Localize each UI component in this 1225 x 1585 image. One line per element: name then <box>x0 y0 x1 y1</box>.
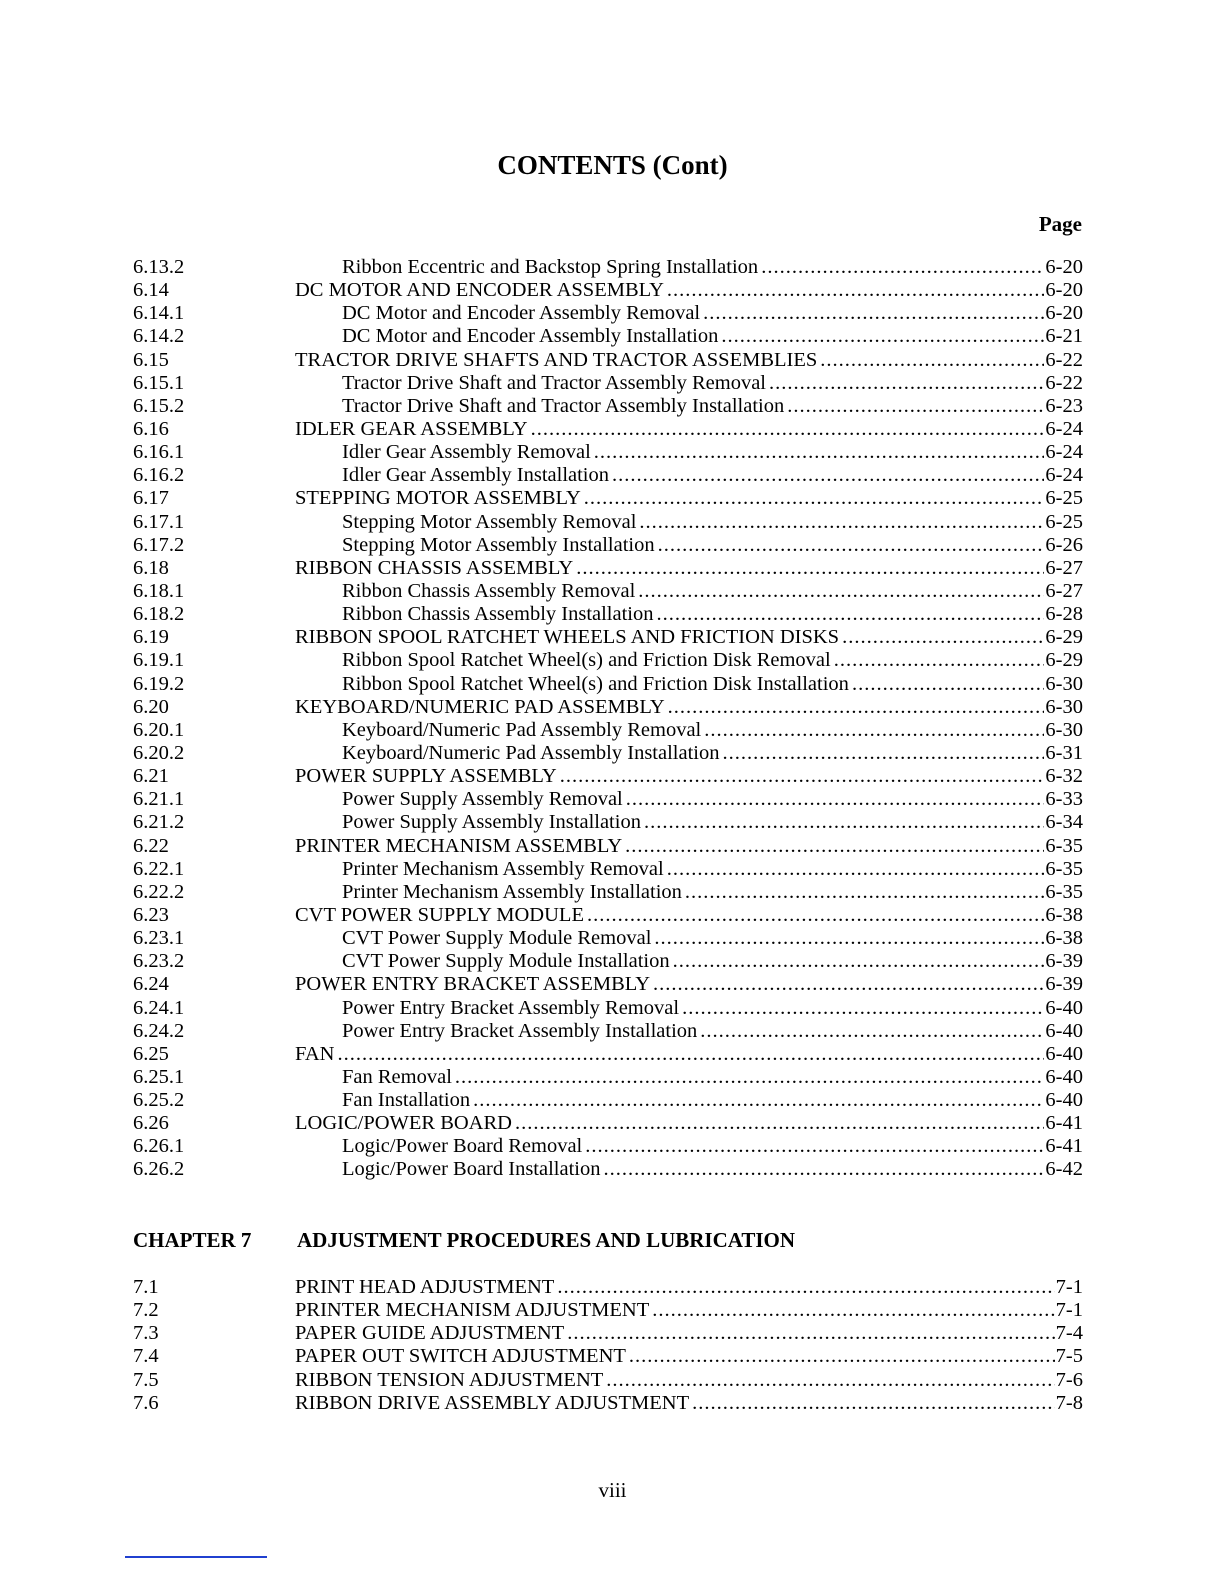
section-number: 6.18.1 <box>133 579 185 602</box>
toc-entry[interactable] <box>133 1066 1083 1089</box>
toc-entry[interactable] <box>133 1089 1083 1112</box>
section-title: CVT POWER SUPPLY MODULE <box>295 904 587 927</box>
chapter-label: CHAPTER 7 <box>133 1228 252 1252</box>
page-ref: 6-41 <box>1045 1112 1083 1135</box>
entry-line <box>342 950 1083 973</box>
dot-leader <box>722 742 1044 765</box>
entry-line <box>342 464 1083 487</box>
toc-entry[interactable] <box>133 1299 1083 1322</box>
section-title: POWER ENTRY BRACKET ASSEMBLY <box>295 973 653 996</box>
page-ref: 7-1 <box>1055 1299 1083 1322</box>
page-ref: 6-20 <box>1045 256 1083 278</box>
toc-chapter-7-list <box>133 1276 1083 1415</box>
section-number: 6.17.2 <box>133 533 185 556</box>
dot-leader <box>721 325 1044 348</box>
entry-line <box>342 1020 1083 1043</box>
section-title: Logic/Power Board Installation <box>342 1158 603 1181</box>
toc-entry[interactable] <box>133 1345 1083 1368</box>
page-ref: 7-8 <box>1055 1391 1083 1414</box>
dot-leader <box>587 904 1044 927</box>
section-title: Ribbon Spool Ratchet Wheel(s) and Friction Disk Removal <box>342 649 834 672</box>
entry-line <box>342 997 1083 1020</box>
toc-entry[interactable] <box>133 557 1083 580</box>
toc-entry[interactable] <box>133 673 1083 696</box>
section-number: 6.19.2 <box>133 672 185 695</box>
section-title: KEYBOARD/NUMERIC PAD ASSEMBLY <box>295 696 668 719</box>
section-title: Printer Mechanism Assembly Installation <box>342 881 685 904</box>
entry-line <box>295 1322 1083 1345</box>
section-number: 6.15.2 <box>133 394 185 417</box>
section-number: 6.26.1 <box>133 1135 185 1158</box>
dot-leader <box>673 950 1045 973</box>
entry-line <box>295 1276 1083 1299</box>
section-title: Idler Gear Assembly Installation <box>342 464 612 487</box>
section-title: RIBBON CHASSIS ASSEMBLY <box>295 557 576 580</box>
section-number: 6.22.1 <box>133 857 185 880</box>
section-number: 7.5 <box>133 1368 159 1391</box>
toc-entry[interactable] <box>133 649 1083 672</box>
section-title: Ribbon Chassis Assembly Removal <box>342 580 638 603</box>
section-title: Idler Gear Assembly Removal <box>342 441 594 464</box>
toc-entry[interactable] <box>133 511 1083 534</box>
page-ref: 6-24 <box>1045 441 1083 464</box>
toc-entry[interactable] <box>133 534 1083 557</box>
dot-leader <box>594 441 1045 464</box>
dot-leader <box>700 1020 1044 1043</box>
section-title: Ribbon Eccentric and Backstop Spring Installation <box>342 256 761 279</box>
section-title: Logic/Power Board Removal <box>342 1135 585 1158</box>
page-ref: 6-40 <box>1045 1089 1083 1112</box>
section-number: 6.24.1 <box>133 996 185 1019</box>
entry-line <box>342 1135 1083 1158</box>
dot-leader <box>667 279 1045 302</box>
toc-entry[interactable] <box>133 1043 1083 1066</box>
section-number: 6.25 <box>133 1042 169 1065</box>
dot-leader <box>703 302 1044 325</box>
dot-leader <box>769 372 1044 395</box>
section-number: 6.20.1 <box>133 718 185 741</box>
section-title: FAN <box>295 1043 338 1066</box>
toc-entry[interactable] <box>133 765 1083 788</box>
dot-leader <box>603 1158 1044 1181</box>
section-title: RIBBON TENSION ADJUSTMENT <box>295 1369 606 1392</box>
page-ref: 6-35 <box>1045 880 1083 903</box>
page-ref: 7-1 <box>1055 1276 1083 1298</box>
page-ref: 6-21 <box>1045 325 1083 348</box>
section-number: 6.21.2 <box>133 811 185 834</box>
section-title: RIBBON DRIVE ASSEMBLY ADJUSTMENT <box>295 1392 692 1415</box>
section-title: Power Entry Bracket Assembly Installation <box>342 1020 700 1043</box>
toc-entry[interactable] <box>133 441 1083 464</box>
entry-line <box>295 279 1083 302</box>
dot-leader <box>584 487 1045 510</box>
toc-entry[interactable] <box>133 881 1083 904</box>
toc-entry[interactable] <box>133 997 1083 1020</box>
page-ref: 6-40 <box>1045 1042 1083 1065</box>
section-number: 7.6 <box>133 1391 159 1414</box>
dot-leader <box>473 1089 1044 1112</box>
page-ref: 6-20 <box>1045 279 1083 302</box>
toc-entry[interactable] <box>133 1158 1083 1181</box>
section-number: 6.22.2 <box>133 880 185 903</box>
section-number: 7.3 <box>133 1322 159 1345</box>
section-number: 6.19 <box>133 626 169 649</box>
page-ref: 6-38 <box>1045 903 1083 926</box>
decorative-rule <box>125 1556 267 1558</box>
page-ref: 6-29 <box>1045 649 1083 672</box>
entry-line <box>342 580 1083 603</box>
toc-entry[interactable] <box>133 626 1083 649</box>
entry-line <box>295 765 1083 788</box>
page-ref: 6-29 <box>1045 626 1083 649</box>
section-title: PRINT HEAD ADJUSTMENT <box>295 1276 557 1299</box>
toc-entry[interactable] <box>133 1020 1083 1043</box>
dot-leader <box>638 580 1044 603</box>
section-number: 6.25.2 <box>133 1089 185 1112</box>
section-number: 6.19.1 <box>133 649 185 672</box>
toc-entry[interactable] <box>133 418 1083 441</box>
section-title: CVT Power Supply Module Installation <box>342 950 673 973</box>
section-number: 6.15.1 <box>133 371 185 394</box>
page-ref: 6-23 <box>1045 394 1083 417</box>
page-ref: 6-28 <box>1045 603 1083 626</box>
toc-entry[interactable] <box>133 858 1083 881</box>
entry-line <box>295 1369 1083 1392</box>
entry-line <box>342 649 1083 672</box>
entry-line <box>342 927 1083 950</box>
section-title: Power Entry Bracket Assembly Removal <box>342 997 682 1020</box>
entry-line <box>342 372 1083 395</box>
entry-line <box>342 788 1083 811</box>
dot-leader <box>668 696 1045 719</box>
section-title: Fan Removal <box>342 1066 455 1089</box>
toc-entry[interactable] <box>133 1369 1083 1392</box>
entry-line <box>295 904 1083 927</box>
entry-line <box>342 881 1083 904</box>
section-number: 6.25.1 <box>133 1065 185 1088</box>
section-number: 6.21.1 <box>133 788 185 811</box>
entry-line <box>342 1089 1083 1112</box>
dot-leader <box>704 719 1044 742</box>
section-number: 6.23.2 <box>133 950 185 973</box>
section-title: Keyboard/Numeric Pad Assembly Installation <box>342 742 722 765</box>
page-ref: 6-24 <box>1045 417 1083 440</box>
dot-leader <box>682 997 1044 1020</box>
section-title: STEPPING MOTOR ASSEMBLY <box>295 487 584 510</box>
section-title: Tractor Drive Shaft and Tractor Assembly Installation <box>342 395 787 418</box>
section-number: 6.17.1 <box>133 510 185 533</box>
page-ref: 7-6 <box>1055 1368 1083 1391</box>
dot-leader <box>612 464 1044 487</box>
section-number: 6.23 <box>133 903 169 926</box>
entry-line <box>342 325 1083 348</box>
toc-entry[interactable] <box>133 696 1083 719</box>
dot-leader <box>515 1112 1044 1135</box>
section-number: 6.14.2 <box>133 325 185 348</box>
toc-entry[interactable] <box>133 395 1083 418</box>
entry-line <box>342 256 1083 279</box>
section-number: 6.15 <box>133 348 169 371</box>
section-number: 6.18 <box>133 556 169 579</box>
section-number: 6.21 <box>133 765 169 788</box>
page-ref: 6-40 <box>1045 996 1083 1019</box>
dot-leader <box>626 788 1045 811</box>
entry-line <box>342 511 1083 534</box>
section-title: Printer Mechanism Assembly Removal <box>342 858 667 881</box>
section-title: PRINTER MECHANISM ADJUSTMENT <box>295 1299 652 1322</box>
section-number: 7.4 <box>133 1345 159 1368</box>
page-ref: 7-4 <box>1055 1322 1083 1345</box>
dot-leader <box>787 395 1044 418</box>
dot-leader <box>629 1345 1055 1368</box>
section-number: 6.14 <box>133 279 169 302</box>
section-title: RIBBON SPOOL RATCHET WHEELS AND FRICTION DISKS <box>295 626 842 649</box>
toc-entry[interactable] <box>133 904 1083 927</box>
entry-line <box>342 302 1083 325</box>
entry-line <box>342 858 1083 881</box>
section-title: PAPER OUT SWITCH ADJUSTMENT <box>295 1345 629 1368</box>
page-ref: 6-35 <box>1045 834 1083 857</box>
page-ref: 6-40 <box>1045 1065 1083 1088</box>
dot-leader <box>338 1043 1045 1066</box>
section-title: CVT Power Supply Module Removal <box>342 927 654 950</box>
toc-entry[interactable] <box>133 603 1083 626</box>
section-title: Power Supply Assembly Installation <box>342 811 644 834</box>
dot-leader <box>692 1392 1055 1415</box>
page-ref: 6-27 <box>1045 579 1083 602</box>
entry-line <box>342 441 1083 464</box>
section-title: Ribbon Spool Ratchet Wheel(s) and Friction Disk Installation <box>342 673 852 696</box>
dot-leader <box>820 349 1044 372</box>
page-ref: 6-27 <box>1045 556 1083 579</box>
section-number: 6.24.2 <box>133 1019 185 1042</box>
page-ref: 6-42 <box>1045 1158 1083 1181</box>
page-ref: 6-24 <box>1045 464 1083 487</box>
page-ref: 6-35 <box>1045 857 1083 880</box>
toc-entry[interactable] <box>133 1135 1083 1158</box>
dot-leader <box>852 673 1044 696</box>
toc-entry[interactable] <box>133 580 1083 603</box>
entry-line <box>295 696 1083 719</box>
page-ref: 6-30 <box>1045 672 1083 695</box>
dot-leader <box>639 511 1044 534</box>
dot-leader <box>606 1369 1054 1392</box>
entry-line <box>342 603 1083 626</box>
entry-line <box>342 673 1083 696</box>
page-ref: 6-22 <box>1045 348 1083 371</box>
dot-leader <box>654 927 1044 950</box>
toc-entry[interactable] <box>133 1322 1083 1345</box>
toc-entry[interactable] <box>133 950 1083 973</box>
section-title: DC Motor and Encoder Assembly Removal <box>342 302 703 325</box>
section-number: 6.20 <box>133 695 169 718</box>
entry-line <box>295 835 1083 858</box>
toc-entry[interactable] <box>133 349 1083 372</box>
entry-line <box>295 626 1083 649</box>
section-title: DC Motor and Encoder Assembly Installation <box>342 325 721 348</box>
toc-entry[interactable] <box>133 372 1083 395</box>
section-number: 6.24 <box>133 973 169 996</box>
entry-line <box>295 557 1083 580</box>
dot-leader <box>585 1135 1044 1158</box>
page-ref: 6-30 <box>1045 718 1083 741</box>
section-title: TRACTOR DRIVE SHAFTS AND TRACTOR ASSEMBLIES <box>295 349 820 372</box>
page-ref: 6-41 <box>1045 1135 1083 1158</box>
section-number: 6.26.2 <box>133 1158 185 1181</box>
toc-entry[interactable] <box>133 464 1083 487</box>
section-number: 6.18.2 <box>133 603 185 626</box>
toc-entry[interactable] <box>133 487 1083 510</box>
section-number: 7.2 <box>133 1299 159 1322</box>
entry-line <box>342 811 1083 834</box>
page-ref: 6-40 <box>1045 1019 1083 1042</box>
toc-entry[interactable] <box>133 811 1083 834</box>
page-ref: 6-38 <box>1045 927 1083 950</box>
entry-line <box>342 719 1083 742</box>
toc-entry[interactable] <box>133 1112 1083 1135</box>
toc-entry[interactable] <box>133 279 1083 302</box>
section-title: Power Supply Assembly Removal <box>342 788 626 811</box>
page-ref: 7-5 <box>1055 1345 1083 1368</box>
dot-leader <box>652 1299 1054 1322</box>
toc-entry[interactable] <box>133 719 1083 742</box>
dot-leader <box>842 626 1044 649</box>
dot-leader <box>455 1066 1045 1089</box>
dot-leader <box>557 1276 1054 1299</box>
dot-leader <box>658 534 1045 557</box>
dot-leader <box>653 973 1044 996</box>
entry-line <box>342 395 1083 418</box>
page-ref: 6-25 <box>1045 487 1083 510</box>
dot-leader <box>761 256 1044 279</box>
dot-leader <box>834 649 1045 672</box>
page-ref: 6-22 <box>1045 371 1083 394</box>
toc-entry[interactable] <box>133 927 1083 950</box>
section-number: 6.16.2 <box>133 464 185 487</box>
section-title: Stepping Motor Assembly Installation <box>342 534 658 557</box>
page-ref: 6-39 <box>1045 950 1083 973</box>
section-title: DC MOTOR AND ENCODER ASSEMBLY <box>295 279 667 302</box>
section-title: Stepping Motor Assembly Removal <box>342 511 639 534</box>
section-title: Ribbon Chassis Assembly Installation <box>342 603 657 626</box>
section-title: POWER SUPPLY ASSEMBLY <box>295 765 560 788</box>
section-number: 6.23.1 <box>133 927 185 950</box>
page-ref: 6-30 <box>1045 695 1083 718</box>
entry-line <box>295 418 1083 441</box>
page-ref: 6-26 <box>1045 533 1083 556</box>
section-number: 6.26 <box>133 1112 169 1135</box>
section-title: PAPER GUIDE ADJUSTMENT <box>295 1322 567 1345</box>
toc-chapter-6-list <box>133 256 1083 1182</box>
entry-line <box>295 973 1083 996</box>
toc-entry[interactable] <box>133 302 1083 325</box>
page-ref: 6-32 <box>1045 765 1083 788</box>
entry-line <box>295 349 1083 372</box>
page-number: viii <box>598 1478 627 1502</box>
dot-leader <box>667 858 1045 881</box>
dot-leader <box>567 1322 1054 1345</box>
page-ref: 6-25 <box>1045 510 1083 533</box>
page-ref: 6-33 <box>1045 788 1083 811</box>
page-ref: 6-39 <box>1045 973 1083 996</box>
section-title: Keyboard/Numeric Pad Assembly Removal <box>342 719 704 742</box>
entry-line <box>295 1392 1083 1415</box>
section-number: 6.16.1 <box>133 441 185 464</box>
section-title: Fan Installation <box>342 1089 473 1112</box>
toc-entry[interactable] <box>133 835 1083 858</box>
dot-leader <box>644 811 1044 834</box>
section-number: 6.17 <box>133 487 169 510</box>
section-number: 6.20.2 <box>133 741 185 764</box>
toc-entry[interactable] <box>133 256 1083 279</box>
page-ref: 6-31 <box>1045 741 1083 764</box>
dot-leader <box>685 881 1045 904</box>
entry-line <box>342 1066 1083 1089</box>
toc-entry[interactable] <box>133 973 1083 996</box>
page-column-header: Page <box>1038 212 1082 236</box>
entry-line <box>295 1299 1083 1322</box>
entry-line <box>295 1043 1083 1066</box>
chapter-title: ADJUSTMENT PROCEDURES AND LUBRICATION <box>297 1228 796 1252</box>
entry-line <box>342 742 1083 765</box>
section-number: 7.1 <box>133 1276 159 1298</box>
toc-entry[interactable] <box>133 1392 1083 1415</box>
dot-leader <box>560 765 1045 788</box>
entry-line <box>295 1112 1083 1135</box>
dot-leader <box>531 418 1045 441</box>
page-ref: 6-20 <box>1045 302 1083 325</box>
chapter-heading <box>133 1228 796 1253</box>
page-title: CONTENTS (Cont) <box>497 150 728 180</box>
entry-line <box>295 487 1083 510</box>
toc-entry[interactable] <box>133 325 1083 348</box>
page-ref: 6-34 <box>1045 811 1083 834</box>
toc-entry[interactable] <box>133 742 1083 765</box>
section-title: PRINTER MECHANISM ASSEMBLY <box>295 835 625 858</box>
entry-line <box>295 1345 1083 1368</box>
toc-entry[interactable] <box>133 788 1083 811</box>
dot-leader <box>657 603 1045 626</box>
section-title: IDLER GEAR ASSEMBLY <box>295 418 531 441</box>
section-number: 6.22 <box>133 834 169 857</box>
section-number: 6.16 <box>133 417 169 440</box>
section-title: LOGIC/POWER BOARD <box>295 1112 515 1135</box>
section-number: 6.14.1 <box>133 302 185 325</box>
dot-leader <box>625 835 1044 858</box>
entry-line <box>342 534 1083 557</box>
section-title: Tractor Drive Shaft and Tractor Assembly Removal <box>342 372 769 395</box>
entry-line <box>342 1158 1083 1181</box>
toc-entry[interactable] <box>133 1276 1083 1299</box>
section-number: 6.13.2 <box>133 256 185 278</box>
dot-leader <box>576 557 1044 580</box>
